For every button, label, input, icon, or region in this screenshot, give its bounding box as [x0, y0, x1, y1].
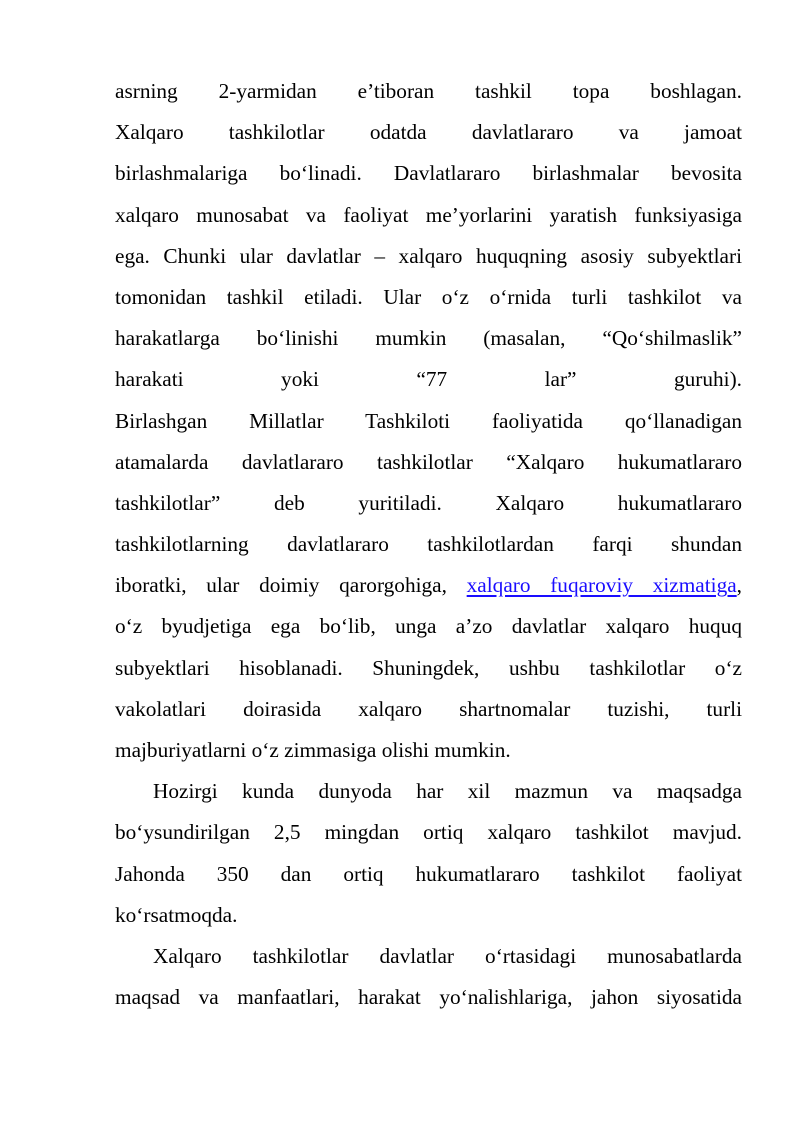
text-line: bo‘ysundirilgan 2,5 mingdan ortiq xalqaro tashkilot mavjud.: [115, 820, 742, 845]
text-line: harakati yoki “77 lar” guruhi).: [115, 367, 742, 392]
text-line: harakatlarga bo‘linishi mumkin (masalan, “Qo‘shilmaslik”: [115, 326, 742, 351]
text-line: Xalqaro tashkilotlar davlatlar o‘rtasidagi munosabatlarda: [153, 943, 742, 968]
text-line: birlashmalariga bo‘linadi. Davlatlararo birlashmalar bevosita: [115, 161, 742, 186]
text-line: Xalqaro tashkilotlar odatda davlatlararo va jamoat: [115, 120, 742, 145]
xizmat-link[interactable]: xalqaro fuqaroviy xizmatiga: [466, 573, 737, 598]
text-line-with-link: [115, 565, 742, 606]
text-line: Birlashgan Millatlar Tashkiloti faoliyatida qo‘llanadigan: [115, 408, 742, 433]
link-prefix-text: iboratki, ular doimiy qarorgohiga,: [115, 573, 447, 598]
text-line: maqsad va manfaatlari, harakat yo‘nalishlariga, jahon siyosatida: [115, 985, 742, 1010]
text-line: Jahonda 350 dan ortiq hukumatlararo tashkilot faoliyat: [115, 861, 742, 886]
text-line: vakolatlari doirasida xalqaro shartnomalar tuzishi, turli: [115, 696, 742, 721]
text-line: xalqaro munosabat va faoliyat me’yorlarini yaratish funksiyasiga: [115, 202, 742, 227]
text-line: asrning 2-yarmidan e’tiboran tashkil topa boshlagan.: [115, 79, 742, 103]
text-line: subyektlari hisoblanadi. Shuningdek, ushbu tashkilotlar o‘z: [115, 655, 742, 680]
text-line: ega. Chunki ular davlatlar – xalqaro huquqning asosiy subyektlari: [115, 243, 742, 268]
text-line: tomonidan tashkil etiladi. Ular o‘z o‘rnida turli tashkilot va: [115, 284, 742, 309]
text-line: tashkilotlar” deb yuritiladi. Xalqaro hukumatlararo: [115, 490, 742, 515]
text-line: ko‘rsatmoqda.: [115, 902, 238, 927]
body-text: [115, 71, 742, 1018]
text-line: tashkilotlarning davlatlararo tashkilotlardan farqi shundan: [115, 532, 742, 557]
text-line: majburiyatlarni o‘z zimmasiga olishi mumkin.: [115, 738, 511, 762]
link-suffix-text: ,: [736, 573, 742, 598]
text-line: atamalarda davlatlararo tashkilotlar “Xalqaro hukumatlararo: [115, 449, 742, 474]
text-line: o‘z byudjetiga ega bo‘lib, unga a’zo davlatlar xalqaro huquq: [115, 614, 742, 639]
text-line: Hozirgi kunda dunyoda har xil mazmun va maqsadga: [153, 779, 742, 804]
